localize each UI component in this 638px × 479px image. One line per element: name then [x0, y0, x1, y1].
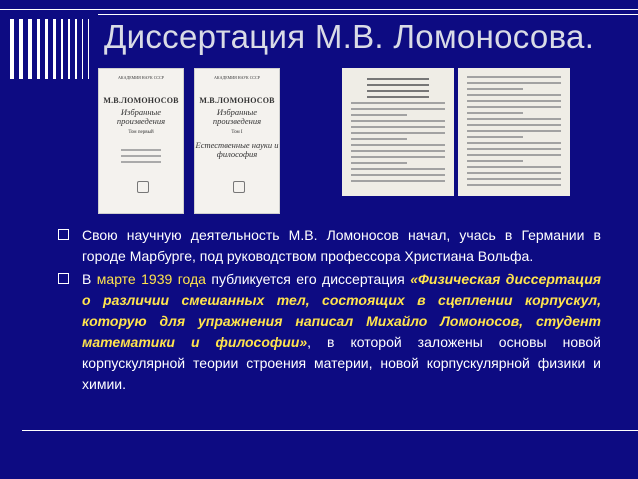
bullet-prefix: В	[82, 271, 97, 287]
book-cover-volume-1	[98, 68, 184, 214]
stripe	[10, 19, 14, 79]
bullet-text	[82, 269, 601, 395]
book-header: АКАДЕМИЯ НАУК СССР	[214, 75, 260, 80]
book-volume: Том первый	[128, 130, 154, 135]
decorative-stripes	[10, 19, 110, 79]
bullet-item	[58, 225, 601, 267]
stripe	[82, 19, 83, 79]
stripe	[68, 19, 70, 79]
book-subtitle: Избранные произведения	[212, 107, 262, 126]
dissertation-page-left	[342, 68, 454, 196]
stripe	[88, 19, 89, 79]
top-line-secondary	[98, 14, 638, 15]
publisher-emblem-icon	[233, 181, 245, 193]
stripe	[53, 19, 56, 79]
book-cover-volume-2	[194, 68, 280, 214]
publisher-emblem-icon	[137, 181, 149, 193]
stripe	[61, 19, 63, 79]
stripe	[19, 19, 23, 79]
book-text-lines	[121, 149, 161, 167]
book-author: М.В.ЛОМОНОСОВ	[199, 96, 275, 105]
stripe	[45, 19, 48, 79]
stripe	[75, 19, 77, 79]
bullet-text: Свою научную деятельность М.В. Ломоносов начал, учась в Германии в городе Марбурге, под руководством профессора Христиана Вольфа.	[82, 227, 601, 264]
bullet-middle: публикуется его диссертация	[205, 271, 411, 287]
book-volume: Том I	[231, 130, 243, 135]
bullet-suffix: , в которой заложены основы новой корпускулярной теории строения материи, новой корпускулярной физики и химии.	[82, 334, 601, 392]
book-subtitle-2: Естественные науки и философия	[195, 140, 279, 159]
stripe	[37, 19, 40, 79]
bullet-square-icon	[58, 273, 69, 284]
dissertation-page-right	[458, 68, 570, 196]
bottom-line	[22, 430, 638, 431]
stripe	[28, 19, 32, 79]
top-line	[0, 9, 638, 10]
slide-title: Диссертация М.В. Ломоносова.	[104, 18, 595, 55]
date-highlight: марте 1939 года	[96, 271, 206, 287]
bullet-square-icon	[58, 229, 69, 240]
book-header: АКАДЕМИЯ НАУК СССР	[118, 75, 164, 80]
book-subtitle: Избранные произведения	[116, 107, 166, 126]
bullet-item	[58, 269, 601, 395]
bullet-list	[58, 225, 601, 397]
book-author: М.В.ЛОМОНОСОВ	[103, 96, 179, 105]
dissertation-title: «Физическая диссертация о различии смешанных тел, состоящих в сцеплении корпускул, которую для упражнения написал Михайло Ломоносов, студент математики и философии»	[82, 271, 601, 350]
